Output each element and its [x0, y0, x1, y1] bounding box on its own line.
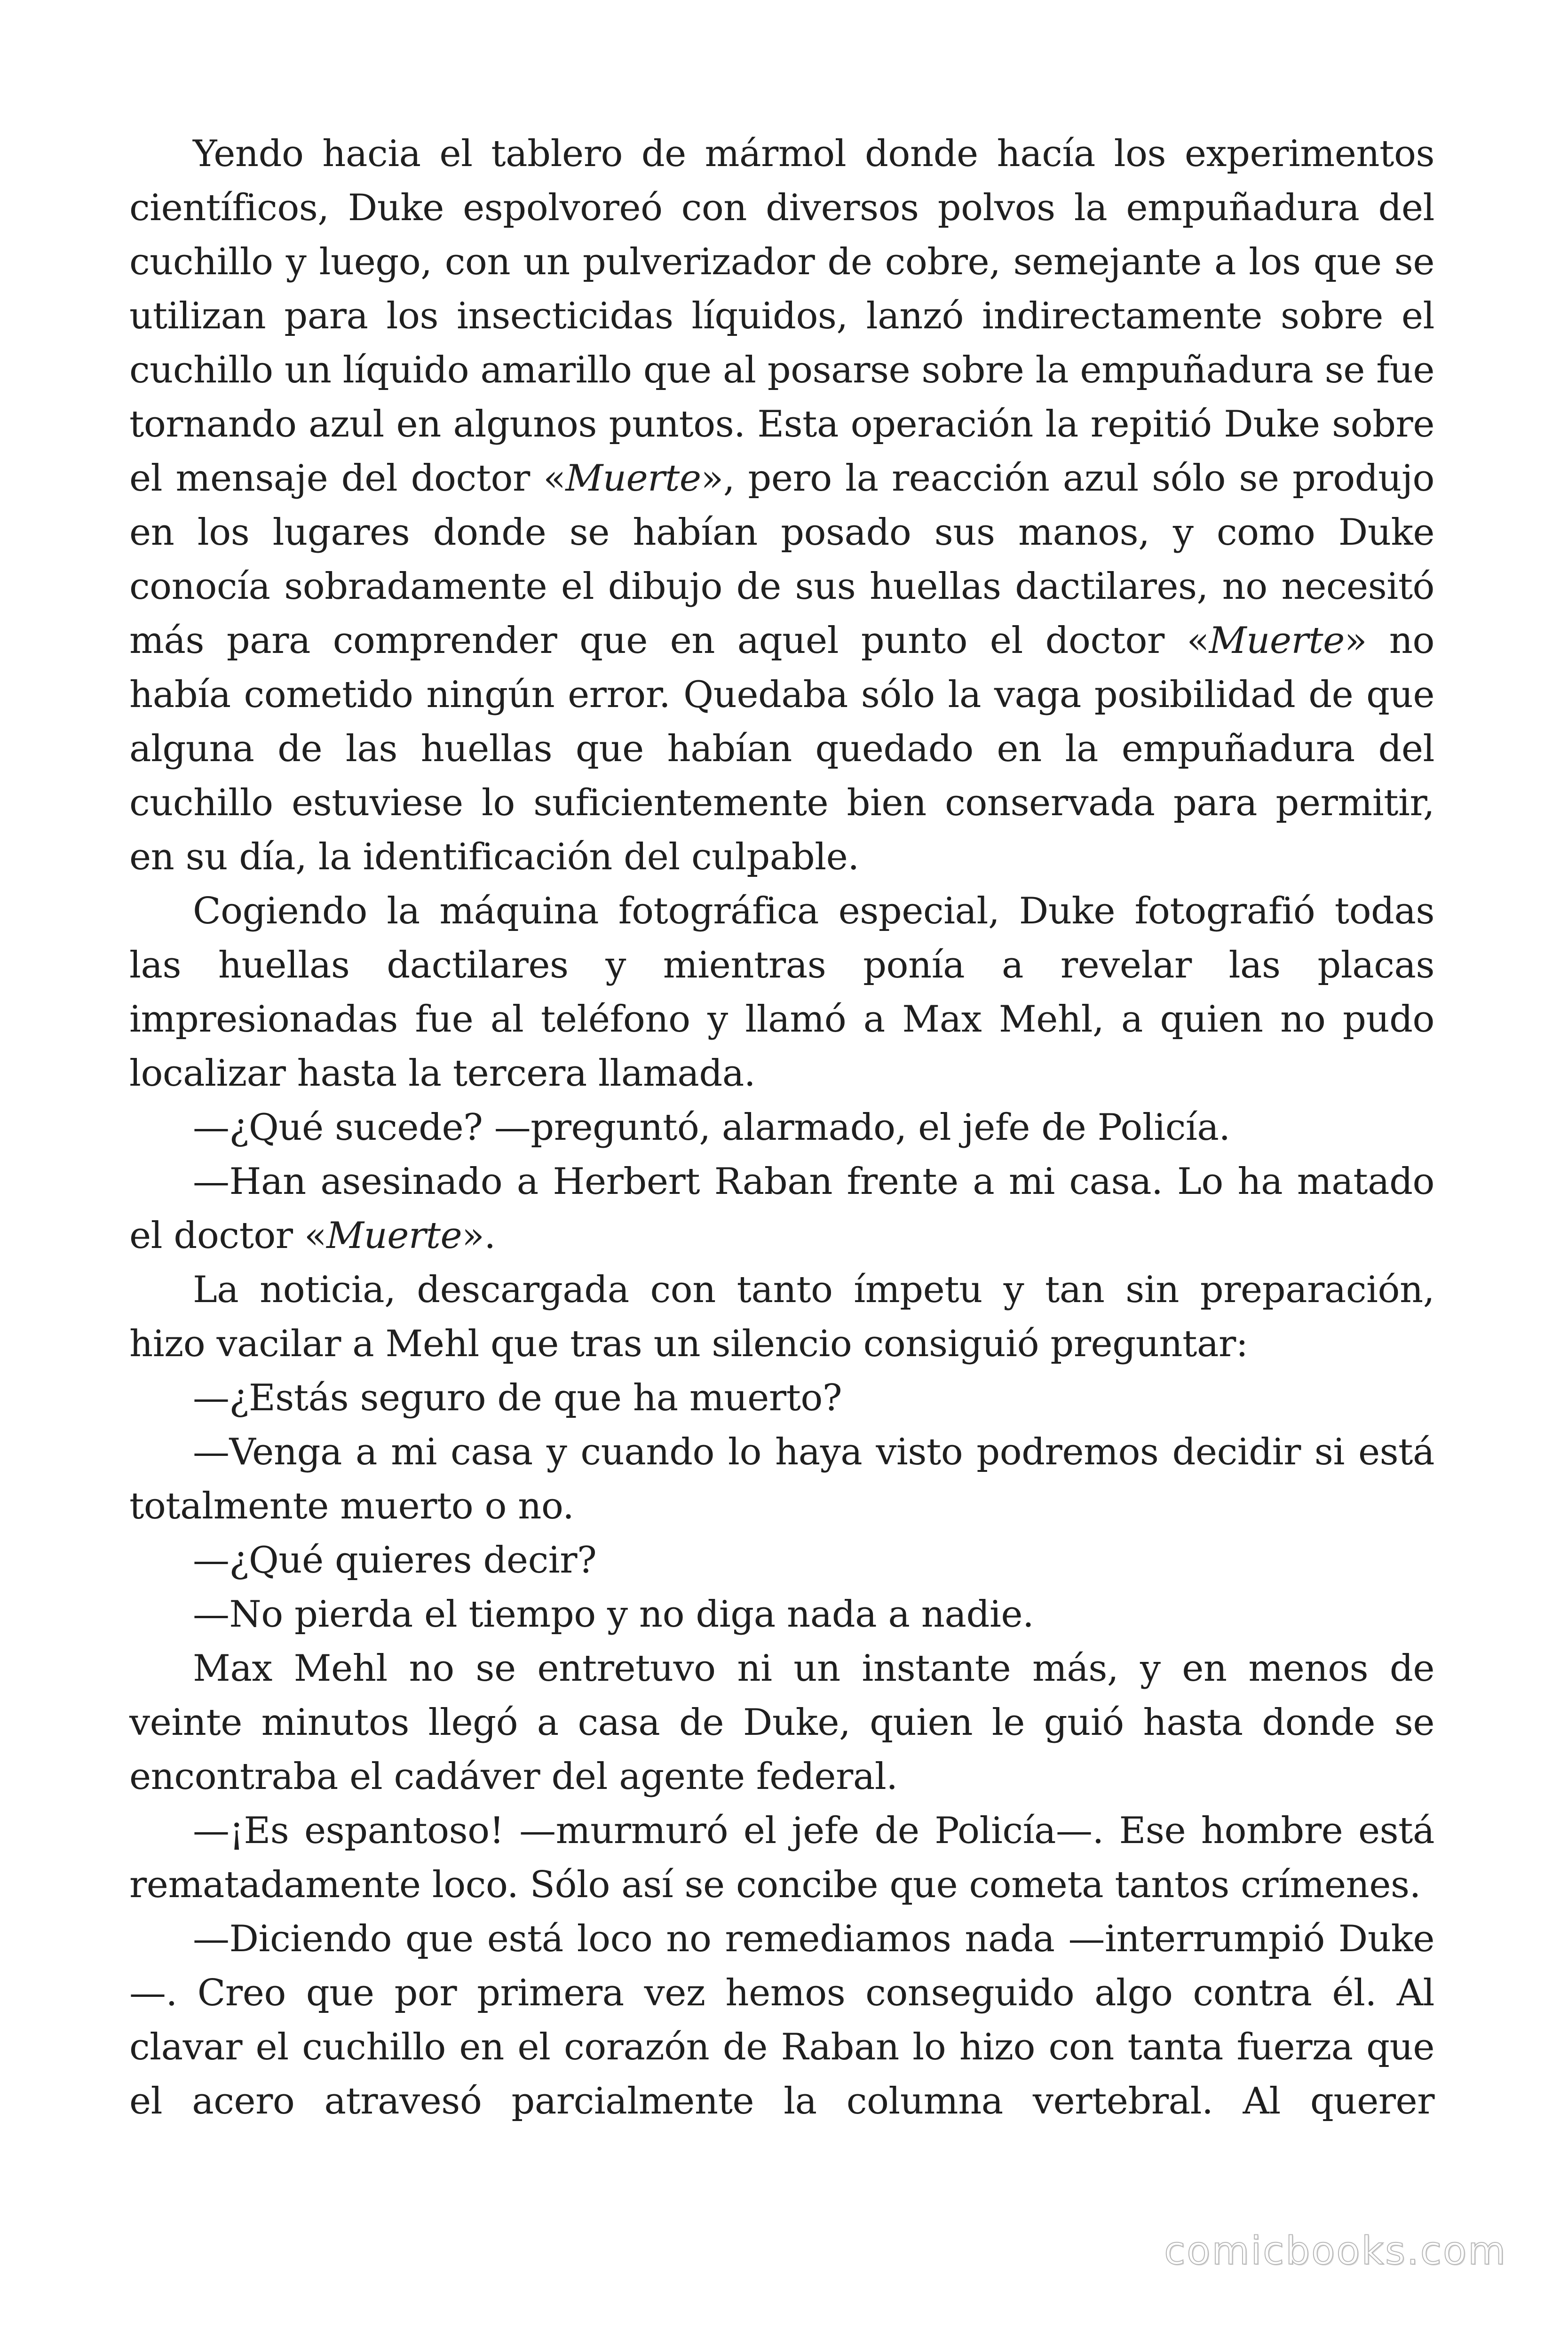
- body-text: [129, 127, 1434, 2129]
- paragraph: [129, 1371, 1434, 1425]
- text-run: Yendo hacia el tablero de mármol donde hacía los experimentos científicos, Duke espolvoreó con diversos polvos la empuñadura del cuchillo y luego, con un pulverizador de cobre, semejante a los que se utilizan para los insecticidas líquidos, lanzó indirectamente sobre el cuchillo un líquido amarillo que al posarse sobre la empuñadura se fue tornando azul en algunos puntos. Esta operación la repitió Duke sobre el mensaje del doctor «: [129, 133, 1434, 500]
- paragraph: [129, 127, 1434, 884]
- paragraph: [129, 1101, 1434, 1155]
- paragraph: [129, 1263, 1434, 1371]
- paragraph: [129, 1425, 1434, 1534]
- paragraph: [129, 1534, 1434, 1588]
- watermark: comicbooks.com: [1164, 2229, 1507, 2273]
- paragraph: [129, 884, 1434, 1101]
- italic-text: Muerte: [326, 1215, 462, 1257]
- text-run: » no había cometido ningún error. Quedaba sólo la vaga posibilidad de que alguna de las huellas que habían quedado en la empuñadura del cuchillo estuviese lo suficientemente bien conservada para permitir, en su día, la identificación del culpable.: [129, 620, 1434, 878]
- paragraph: [129, 1155, 1434, 1263]
- text-run: », pero la reacción azul sólo se produjo en los lugares donde se habían posado sus manos, y como Duke conocía sobradamente el dibujo de sus huellas dactilares, no necesitó más para comprender que en aquel punto el doctor «: [129, 457, 1434, 662]
- italic-text: Muerte: [1209, 620, 1345, 662]
- paragraph: [129, 1642, 1434, 1804]
- text-run: —¿Qué quieres decir?: [193, 1539, 597, 1581]
- text-run: —No pierda el tiempo y no diga nada a nadie.: [193, 1593, 1034, 1636]
- text-run: Max Mehl no se entretuvo ni un instante más, y en menos de veinte minutos llegó a casa de Duke, quien le guió hasta donde se encontraba el cadáver del agente federal.: [129, 1647, 1434, 1798]
- text-run: —¡Es espantoso! —murmuró el jefe de Policía—. Ese hombre está rematadamente loco. Sólo así se concibe que cometa tantos crímenes.: [129, 1810, 1434, 1906]
- paragraph: [129, 1804, 1434, 1912]
- text-run: —¿Qué sucede? —preguntó, alarmado, el jefe de Policía.: [193, 1106, 1230, 1149]
- italic-text: Muerte: [565, 457, 701, 500]
- text-run: —Diciendo que está loco no remediamos nada —interrumpió Duke—. Creo que por primera vez hemos conseguido algo contra él. Al clavar el cuchillo en el corazón de Raban lo hizo con tanta fuerza que el acero atravesó parcialmente la columna vertebral. Al querer: [129, 1918, 1434, 2122]
- text-run: —Venga a mi casa y cuando lo haya visto podremos decidir si está totalmente muerto o no.: [129, 1431, 1434, 1527]
- text-run: Cogiendo la máquina fotográfica especial, Duke fotografió todas las huellas dactilares y mientras ponía a revelar las placas impresionadas fue al teléfono y llamó a Max Mehl, a quien no pudo localizar hasta la tercera llamada.: [129, 890, 1434, 1095]
- paragraph: [129, 1588, 1434, 1642]
- text-run: La noticia, descargada con tanto ímpetu y tan sin preparación, hizo vacilar a Mehl que tras un silencio consiguió preguntar:: [129, 1269, 1434, 1365]
- text-run: —¿Estás seguro de que ha muerto?: [193, 1377, 842, 1419]
- text-run: —Han asesinado a Herbert Raban frente a mi casa. Lo ha matado el doctor «: [129, 1160, 1434, 1257]
- paragraph: [129, 1912, 1434, 2129]
- text-run: ».: [462, 1215, 496, 1257]
